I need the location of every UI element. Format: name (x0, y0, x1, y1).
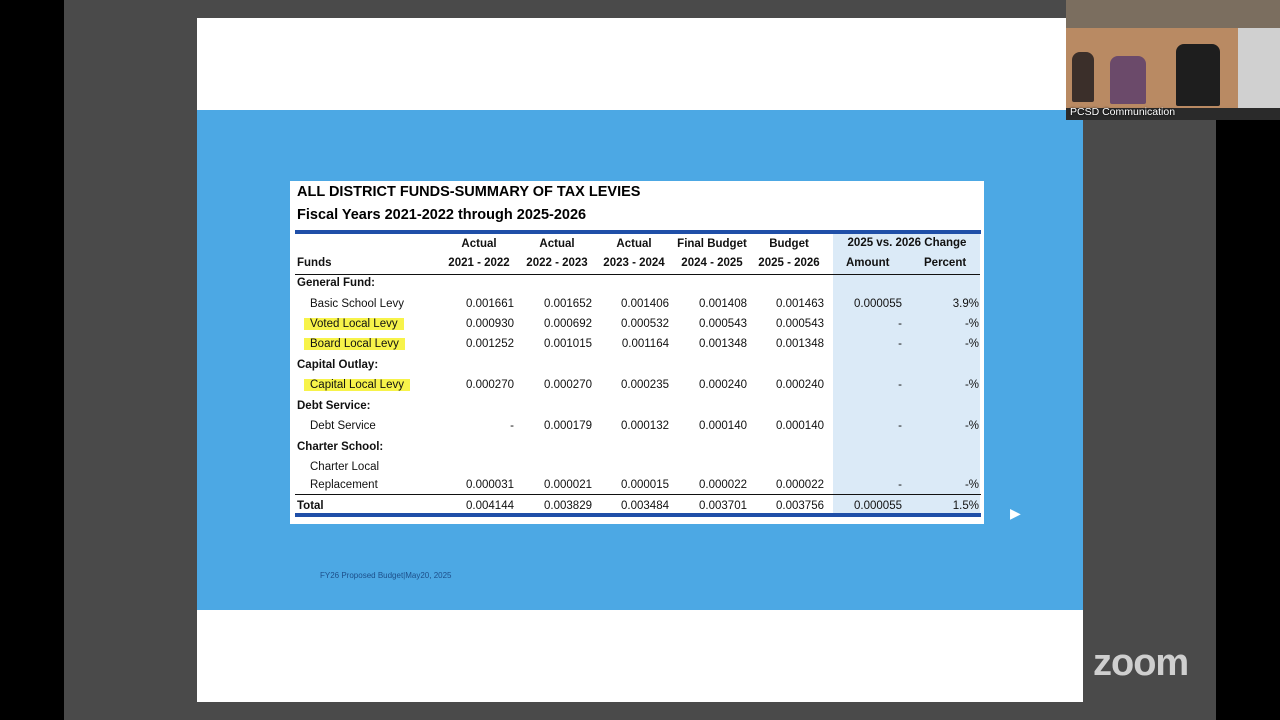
participant-name-label: PCSD Communication (1070, 106, 1176, 118)
section-charter-school: Charter School: (297, 441, 384, 453)
value-cell: 0.000240 (776, 379, 824, 391)
value-cell: 0.000015 (621, 479, 669, 491)
row-label-highlighted: Voted Local Levy (304, 318, 404, 330)
value-cell: 0.001015 (544, 338, 592, 350)
value-cell: 0.001164 (621, 338, 669, 350)
amount-header: Amount (846, 257, 890, 269)
value-cell: 0.000179 (544, 420, 592, 432)
section-general-fund: General Fund: (297, 277, 375, 289)
value-cell: 0.000543 (776, 318, 824, 330)
total-value: 0.003701 (699, 500, 747, 512)
total-amount: 0.000055 (854, 500, 902, 512)
amount-cell: - (898, 379, 902, 391)
col-header-bottom: 2023 - 2024 (603, 257, 665, 269)
value-cell: 0.000235 (621, 379, 669, 391)
section-debt-service: Debt Service: (297, 400, 371, 412)
change-header: 2025 vs. 2026 Change (847, 237, 967, 249)
value-cell: 0.000140 (776, 420, 824, 432)
row-label: Charter Local (310, 461, 380, 473)
funds-header: Funds (297, 257, 332, 269)
percent-cell: -% (964, 318, 979, 330)
amount-cell: - (898, 318, 902, 330)
total-value: 0.003829 (544, 500, 592, 512)
row-label-highlighted: Capital Local Levy (304, 379, 410, 391)
col-header-top: Actual (616, 238, 652, 250)
total-value: 0.004144 (466, 500, 514, 512)
value-cell: 0.000532 (621, 318, 669, 330)
value-cell: 0.000930 (466, 318, 514, 330)
value-cell: 0.000021 (544, 479, 592, 491)
value-cell: 0.001348 (699, 338, 747, 350)
row-label: Replacement (310, 479, 378, 491)
slide-footer: FY26 Proposed Budget|May20, 2025 (320, 571, 452, 580)
col-header-top: Actual (539, 238, 575, 250)
col-header-bottom: 2024 - 2025 (681, 257, 743, 269)
col-header-bottom: 2021 - 2022 (448, 257, 510, 269)
amount-cell: - (898, 338, 902, 350)
total-percent: 1.5% (952, 500, 979, 512)
col-header-top: Budget (769, 238, 809, 250)
percent-cell: 3.9% (952, 298, 979, 310)
percent-cell: -% (964, 420, 979, 432)
total-value: 0.003756 (776, 500, 824, 512)
total-label: Total (297, 500, 324, 512)
slide-title: ALL DISTRICT FUNDS-SUMMARY OF TAX LEVIES (297, 184, 641, 200)
value-cell: - (510, 420, 514, 432)
value-cell: 0.000270 (544, 379, 592, 391)
amount-cell: - (898, 420, 902, 432)
percent-cell: -% (964, 338, 979, 350)
value-cell: 0.000031 (466, 479, 514, 491)
value-cell: 0.000022 (776, 479, 824, 491)
col-header-top: Actual (461, 238, 497, 250)
header-rule (833, 274, 980, 275)
value-cell: 0.001252 (466, 338, 514, 350)
value-cell: 0.000240 (699, 379, 747, 391)
video-background-side (1238, 28, 1280, 108)
row-label: Debt Service (310, 420, 376, 432)
zoom-logo: zoom (1093, 642, 1189, 684)
col-header-bottom: 2022 - 2023 (526, 257, 588, 269)
value-cell: 0.000543 (699, 318, 747, 330)
participant-video-thumbnail[interactable] (1066, 0, 1280, 120)
video-background-top (1066, 0, 1280, 28)
levy-table-panel (290, 181, 984, 524)
row-label: Basic School Levy (310, 298, 404, 310)
value-cell: 0.000132 (621, 420, 669, 432)
shared-slide (197, 18, 1083, 702)
value-cell: 0.000270 (466, 379, 514, 391)
amount-cell: 0.000055 (854, 298, 902, 310)
value-cell: 0.001408 (699, 298, 747, 310)
value-cell: 0.001348 (776, 338, 824, 350)
participant-figure (1072, 52, 1094, 102)
value-cell: 0.000692 (544, 318, 592, 330)
mouse-cursor-icon: ▶ (1010, 505, 1021, 521)
percent-cell: -% (964, 379, 979, 391)
value-cell: 0.000022 (699, 479, 747, 491)
row-label-highlighted: Board Local Levy (304, 338, 405, 350)
col-header-bottom: 2025 - 2026 (758, 257, 820, 269)
value-cell: 0.001463 (776, 298, 824, 310)
percent-cell: -% (964, 479, 979, 491)
header-rule (295, 274, 833, 275)
change-column-shading (833, 234, 980, 513)
participant-figure (1176, 44, 1220, 106)
value-cell: 0.001652 (544, 298, 592, 310)
total-value: 0.003484 (621, 500, 669, 512)
value-cell: 0.001661 (466, 298, 514, 310)
amount-cell: - (898, 479, 902, 491)
value-cell: 0.000140 (699, 420, 747, 432)
participant-figure (1110, 56, 1146, 104)
slide-subtitle: Fiscal Years 2021-2022 through 2025-2026 (297, 207, 587, 223)
table-bottom-bar (295, 513, 981, 517)
col-header-top: Final Budget (677, 238, 747, 250)
value-cell: 0.001406 (621, 298, 669, 310)
section-capital-outlay: Capital Outlay: (297, 359, 379, 371)
total-rule (295, 494, 981, 495)
percent-header: Percent (924, 257, 967, 269)
